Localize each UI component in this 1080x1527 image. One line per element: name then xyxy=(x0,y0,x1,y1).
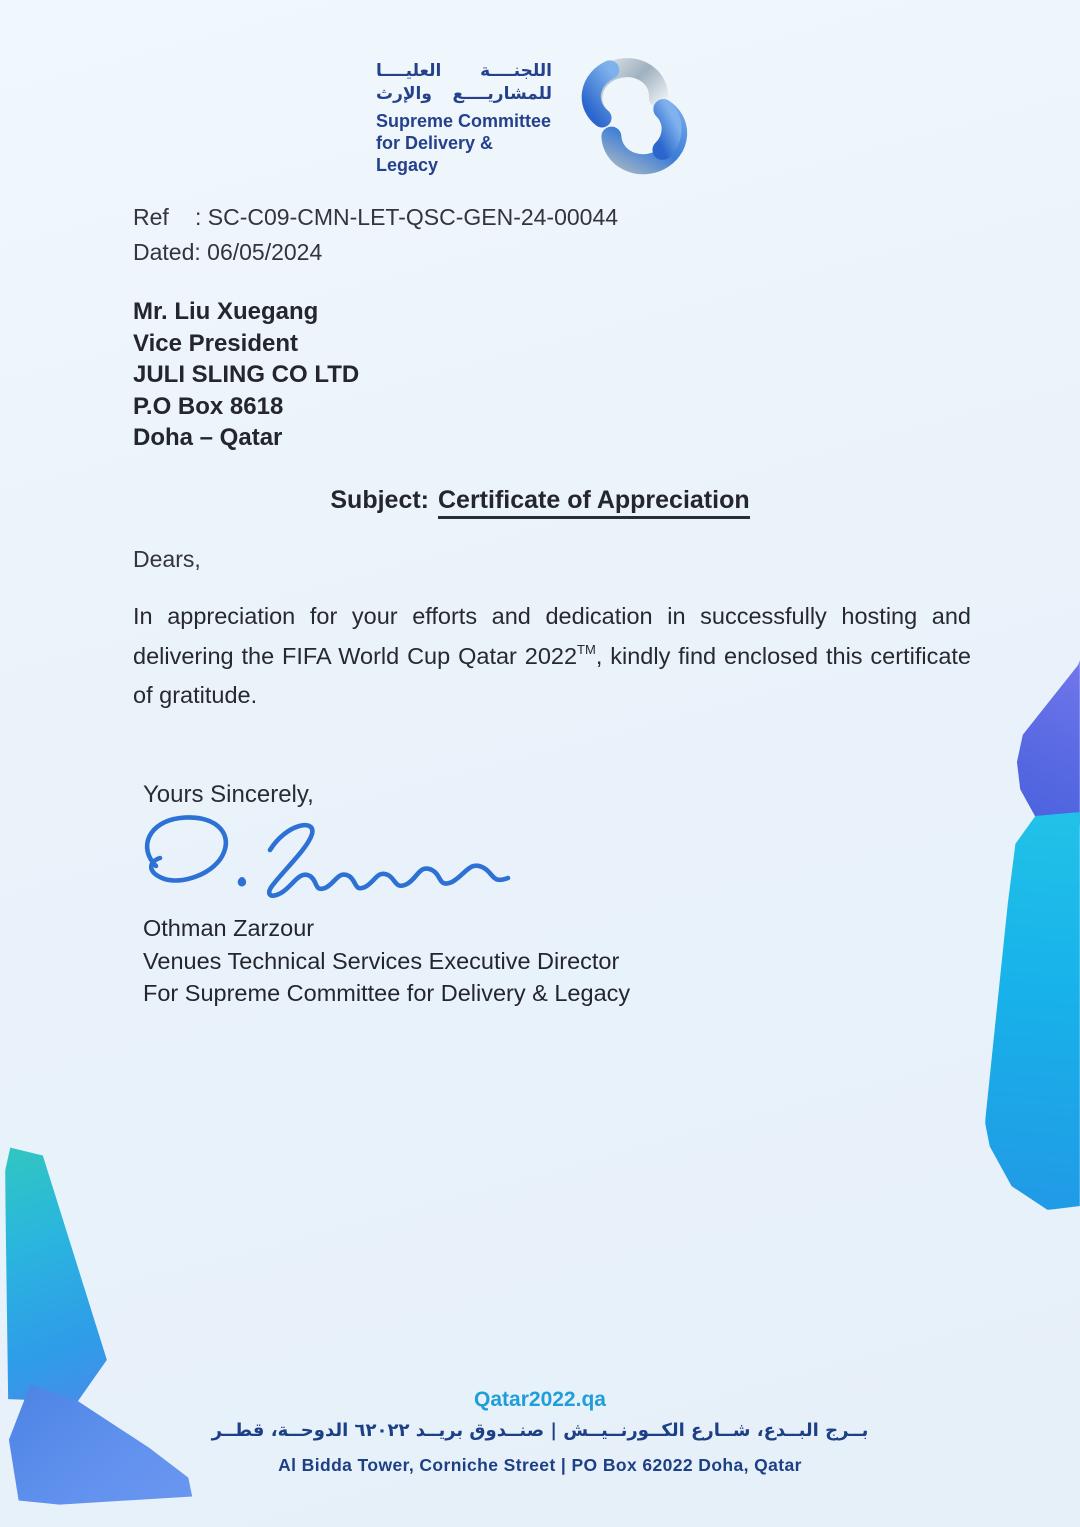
recipient-name: Mr. Liu Xuegang xyxy=(133,298,319,325)
recipient-block xyxy=(133,296,359,454)
footer-address-arabic: بــرج البــدع، شــارع الكــورنــيــش | صنــدوق بريــد ٦٢٠٢٢ الدوحــة، قطــر xyxy=(211,1420,869,1441)
recipient-title: Vice President xyxy=(133,329,298,357)
subject-value: Certificate of Appreciation xyxy=(438,486,750,519)
signatory-org: For Supreme Committee for Delivery & Legacy xyxy=(143,980,631,1006)
signature-scribble xyxy=(118,800,528,920)
decorative-shape-right-violet xyxy=(1015,660,1080,830)
letterhead-english-line2: for Delivery & Legacy xyxy=(376,133,494,175)
signoff-block xyxy=(143,912,630,1010)
letterhead-english-line1: Supreme Committee xyxy=(376,111,552,131)
letterhead-arabic-line1: اللجنــــة العليــــا xyxy=(376,61,552,81)
signatory-title: Venues Technical Services Executive Director xyxy=(143,947,620,974)
ref-line xyxy=(133,200,618,235)
dated-line: Dated: 06/05/2024 xyxy=(133,239,323,265)
letterhead-arabic-line2: للمشاريــــع والإرث xyxy=(376,84,552,104)
decorative-shape-right-cyan xyxy=(985,812,1080,1210)
recipient-city: Doha – Qatar xyxy=(133,424,283,451)
trademark-superscript: TM xyxy=(577,641,596,657)
decorative-shape-left-cyan-wedge xyxy=(5,1145,110,1407)
recipient-pobox: P.O Box 8618 xyxy=(133,392,284,420)
subject-line xyxy=(0,486,1080,515)
salutation: Dears, xyxy=(133,546,201,572)
body-text-1: In appreciation for your efforts and dedication in successfully hosting and delivering the FIFA World Cup Qatar 2022 xyxy=(133,603,971,669)
recipient-company: JULI SLING CO LTD xyxy=(133,361,360,388)
ref-label: Ref xyxy=(133,204,169,230)
body-text-2: , kindly find enclosed this certificate of gratitude. xyxy=(133,642,971,708)
signatory-name: Othman Zarzour xyxy=(143,915,315,941)
footer-website: Qatar2022.qa xyxy=(474,1388,606,1411)
supreme-committee-logo-icon xyxy=(560,50,712,185)
letterhead-english-name xyxy=(376,110,552,176)
footer-address-english: Al Bidda Tower, Corniche Street | PO Box 62022 Doha, Qatar xyxy=(278,1455,802,1475)
subject-label: Subject: xyxy=(330,486,429,514)
valediction: Yours Sincerely, xyxy=(143,781,314,808)
ref-value: : SC-C09-CMN-LET-QSC-GEN-24-00044 xyxy=(195,204,619,230)
body-paragraph xyxy=(133,597,971,716)
reference-block xyxy=(133,200,618,270)
letterhead-text-block xyxy=(376,60,552,176)
